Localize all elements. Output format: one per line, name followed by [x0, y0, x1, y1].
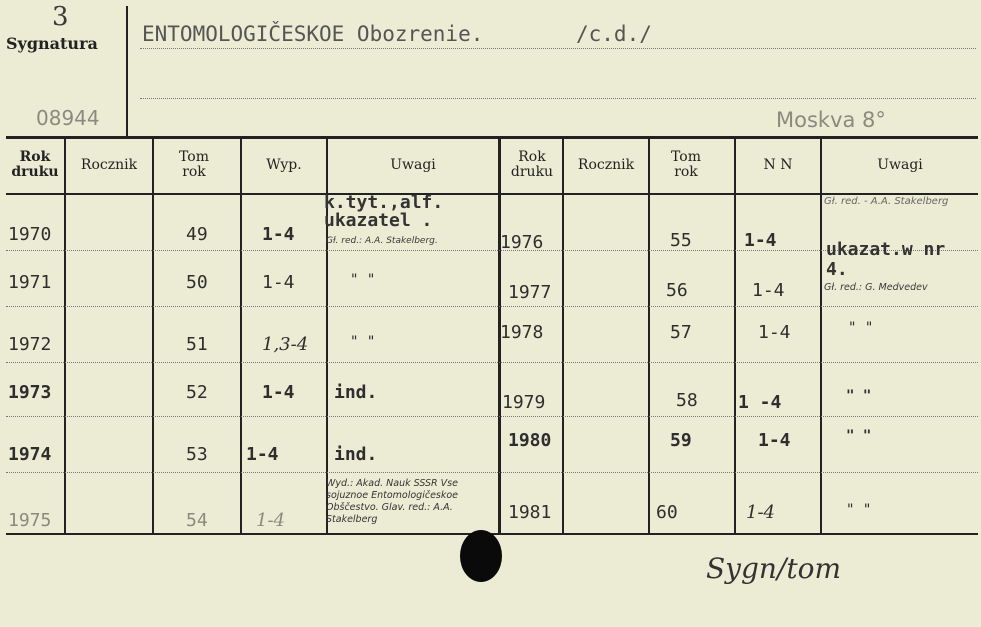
row-rule [6, 306, 978, 307]
right-tom: 59 [670, 430, 692, 451]
right-year: 1977 [508, 282, 552, 303]
header-divider [126, 6, 128, 138]
sygnatura-number: 3 [52, 2, 69, 32]
header-tom-rok-right: Tom rok [671, 149, 701, 180]
left-uwagi-note: Wyd.: Akad. Nauk SSSR Vse sojuznoe Entomologičeskoe Obščestvo. Glav. red.: A.A. Stakelberg [326, 478, 459, 525]
left-uwagi: ind. [334, 444, 378, 465]
accession-number: 08944 [36, 106, 100, 130]
right-nn: 1-4 [752, 280, 785, 301]
right-tom: 58 [676, 390, 698, 411]
card-title: ENTOMOLOGIČESKOE Obozrenie. [142, 22, 484, 46]
left-year: 1974 [8, 444, 52, 465]
left-wyp: 1,3-4 [262, 334, 309, 355]
title-rule-2 [140, 98, 976, 99]
left-uwagi: " " [350, 272, 376, 288]
right-year: 1980 [508, 430, 552, 451]
right-year: 1976 [500, 232, 544, 253]
row-rule [6, 472, 978, 473]
left-tom: 53 [186, 444, 208, 465]
right-tom: 55 [670, 230, 692, 251]
sygnatura-label: Sygnatura [6, 34, 98, 53]
left-tom: 49 [186, 224, 208, 245]
header-rok-druku-right: Rok druku [510, 149, 554, 180]
left-year: 1971 [8, 272, 52, 293]
header-uwagi-right: Uwagi [877, 157, 923, 173]
left-tom: 54 [186, 510, 208, 531]
right-uwagi-note-2: Gł. red.: G. Medvedev [824, 282, 928, 293]
right-uwagi: ukazat.w nr 4. [826, 239, 946, 280]
punch-hole [460, 530, 502, 582]
right-uwagi: " " [846, 428, 872, 444]
right-uwagi: " " [848, 320, 874, 336]
right-uwagi-note: Gł. red. - A.A. Stakelberg [824, 196, 949, 207]
right-tom: 60 [656, 502, 678, 523]
left-year: 1972 [8, 334, 52, 355]
right-year: 1979 [502, 392, 546, 413]
left-year: 1970 [8, 224, 52, 245]
left-wyp: 1-4 [262, 224, 295, 245]
header-wyp: Wyp. [266, 157, 302, 173]
right-uwagi: " " [846, 502, 872, 518]
place-label: Moskva 8° [776, 108, 886, 132]
right-tom: 57 [670, 322, 692, 343]
right-nn: 1-4 [744, 230, 777, 251]
left-tom: 50 [186, 272, 208, 293]
left-uwagi-note: Gł. red.: A.A. Stakelberg. [326, 236, 438, 246]
right-year: 1978 [500, 322, 544, 343]
right-nn: 1 -4 [738, 392, 782, 413]
right-nn: 1-4 [758, 430, 791, 451]
right-nn: 1-4 [758, 322, 791, 343]
col-divider [562, 138, 564, 534]
row-rule [6, 416, 978, 417]
col-divider [64, 138, 66, 534]
col-divider [820, 138, 822, 534]
header-tom-rok: Tom rok [179, 149, 209, 180]
right-tom: 56 [666, 280, 688, 301]
left-uwagi: " " [350, 334, 376, 350]
header-uwagi: Uwagi [390, 157, 436, 173]
left-tom: 51 [186, 334, 208, 355]
left-wyp: 1-4 [262, 272, 295, 293]
left-year: 1975 [8, 510, 52, 531]
header-rocznik-right: Rocznik [577, 157, 635, 173]
col-divider [648, 138, 650, 534]
col-divider [240, 138, 242, 534]
title-rule [140, 48, 976, 49]
header-rok-druku: Rok druku [11, 149, 59, 180]
col-divider [152, 138, 154, 534]
right-nn: 1-4 [746, 502, 775, 523]
left-wyp: 1-4 [256, 510, 285, 531]
right-year: 1981 [508, 502, 552, 523]
header-rocznik: Rocznik [80, 157, 138, 173]
left-year: 1973 [8, 382, 52, 403]
left-uwagi: ind. [334, 382, 378, 403]
left-tom: 52 [186, 382, 208, 403]
handwritten-footer-note: Sygn/tom [706, 552, 842, 585]
left-wyp: 1-4 [246, 444, 279, 465]
right-uwagi: " " [846, 388, 872, 404]
left-wyp: 1-4 [262, 382, 295, 403]
title-note: /c.d./ [576, 22, 652, 46]
row-rule [6, 362, 978, 363]
header-nn: N N [763, 157, 793, 173]
left-uwagi: k.tyt.,alf. ukazatel . [324, 192, 444, 231]
col-divider [734, 138, 736, 534]
